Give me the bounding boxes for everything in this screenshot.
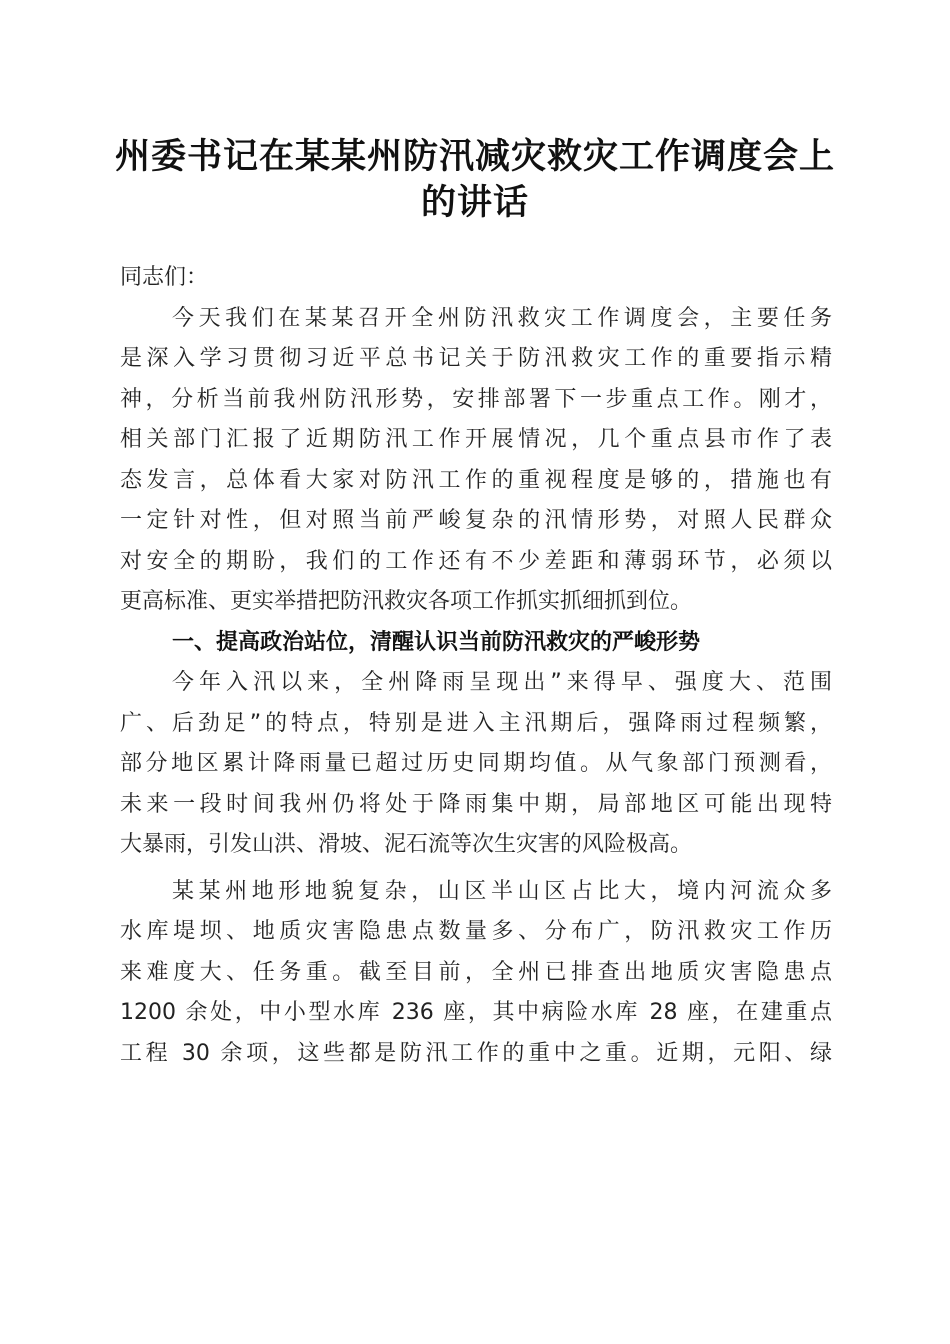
paragraph-line: 广、后劲足”的特点，特别是进入主汛期后，强降雨过程频繁，: [120, 710, 832, 736]
paragraph-line: 今年入汛以来，全州降雨呈现出”来得早、强度大、范围: [172, 670, 832, 695]
paragraph-line: 神，分析当前我州防汛形势，安排部署下一步重点工作。刚才，: [120, 386, 832, 412]
paragraph-line: 部分地区累计降雨量已超过历史同期均值。从气象部门预测看，: [120, 751, 832, 776]
paragraph-line: 大暴雨，引发山洪、滑坡、泥石流等次生灾害的风险极高。: [120, 832, 693, 857]
document-title: [110, 134, 840, 226]
document-body: [120, 258, 832, 1074]
paragraph-line: 今天我们在某某召开全州防汛救灾工作调度会，主要任务: [172, 305, 832, 331]
paragraph-line: 某某州地形地貌复杂，山区半山区占比大，境内河流众多: [172, 878, 832, 904]
paragraph-line: 来难度大、任务重。截至目前，全州已排查出地质灾害隐患点: [120, 959, 832, 985]
paragraph-line: 一定针对性，但对照当前严峻复杂的汛情形势，对照人民群众: [120, 508, 832, 533]
paragraph-line: 相关部门汇报了近期防汛工作开展情况，几个重点县市作了表: [120, 427, 832, 452]
paragraph-line: 对安全的期盼，我们的工作还有不少差距和薄弱环节，必须以: [120, 548, 832, 574]
paragraph-3: [120, 872, 832, 1075]
title-line-1: 州委书记在某某州防汛减灾救灾工作调度会上: [114, 136, 835, 177]
paragraph-line: 是深入学习贯彻习近平总书记关于防汛救灾工作的重要指示精: [120, 346, 832, 371]
paragraph-1: [120, 299, 832, 623]
salutation: 同志们：: [120, 265, 209, 290]
paragraph-2: [120, 663, 832, 866]
paragraph-line: 更高标准、更实举措把防汛救灾各项工作抓实抓细抓到位。: [120, 589, 693, 614]
paragraph-line: 态发言，总体看大家对防汛工作的重视程度是够的，措施也有: [120, 467, 832, 493]
paragraph-line: 工程 30 余项，这些都是防汛工作的重中之重。近期，元阳、绿: [120, 1040, 832, 1066]
paragraph-line: 水库堤坝、地质灾害隐患点数量多、分布广，防汛救灾工作历: [120, 919, 832, 944]
paragraph-line: 未来一段时间我州仍将处于降雨集中期，局部地区可能出现特: [120, 791, 832, 817]
section-heading-1: 一、提高政治站位，清醒认识当前防汛救灾的严峻形势: [172, 629, 701, 655]
title-line-2: 的讲话: [420, 182, 529, 223]
paragraph-line: 1200 余处，中小型水库 236 座，其中病险水库 28 座，在建重点: [120, 1000, 832, 1025]
